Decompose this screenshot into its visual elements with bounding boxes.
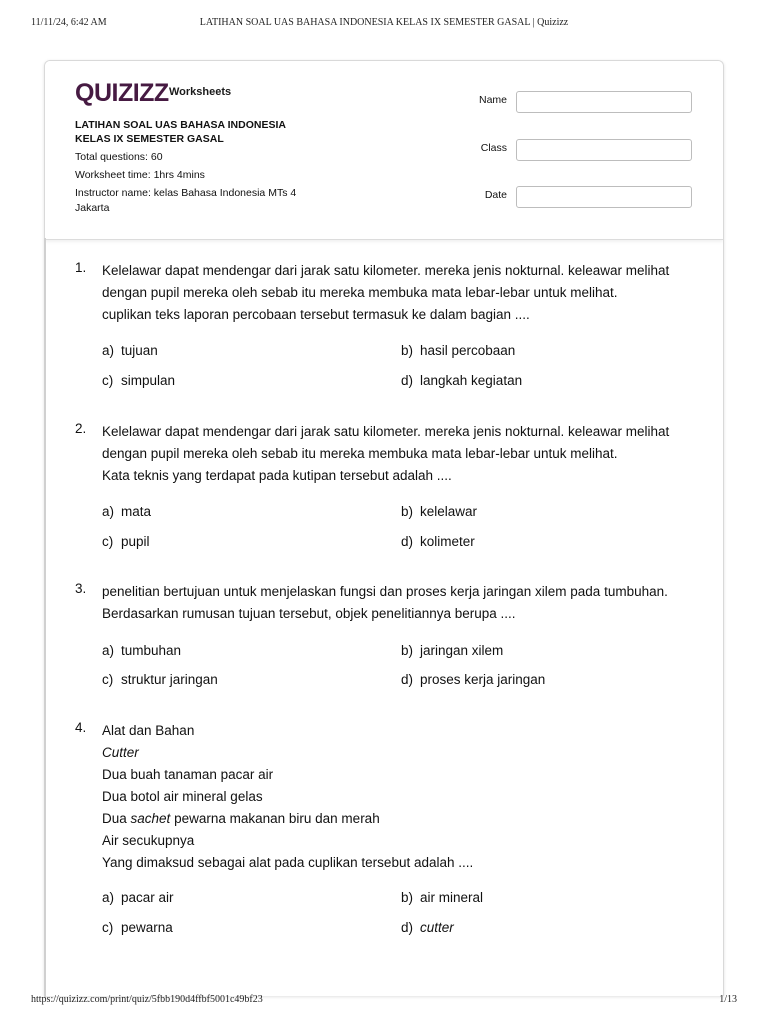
option-4c: [102, 920, 173, 935]
option-2d: [401, 534, 475, 549]
option-1d: [401, 373, 522, 388]
option-text: hasil percobaan: [420, 343, 516, 358]
option-3c: [102, 672, 218, 687]
question-text-line: Yang dimaksud sebagai alat pada cuplikan tersebut adalah ....: [102, 855, 474, 870]
name-input[interactable]: [516, 91, 692, 113]
option-text: pacar air: [121, 890, 174, 905]
option-text: tumbuhan: [121, 643, 182, 658]
option-label: d): [401, 534, 414, 549]
print-footer: [0, 990, 768, 1010]
print-title: LATIHAN SOAL UAS BAHASA INDONESIA KELAS IX SEMESTER GASAL | Quizizz: [199, 17, 569, 28]
option-2c: [102, 534, 150, 549]
option-label: a): [102, 343, 115, 358]
worksheet-title-line-2: KELAS IX SEMESTER GASAL: [75, 133, 224, 145]
option-text: jaringan xilem: [420, 643, 504, 658]
option-text: kolimeter: [420, 534, 475, 549]
question-text-line: Air secukupnya: [102, 833, 195, 848]
question-text-line: penelitian bertujuan untuk menjelaskan fungsi dan proses kerja jaringan xilem pada tumbuhan.: [102, 584, 668, 599]
option-label: d): [401, 920, 414, 935]
worksheet-title-line-1: LATIHAN SOAL UAS BAHASA INDONESIA: [75, 119, 286, 131]
option-4a: [102, 890, 174, 905]
option-text: kelelawar: [420, 504, 478, 519]
question-number: 3.: [75, 581, 87, 596]
question-number: 2.: [75, 421, 87, 436]
option-label: d): [401, 672, 414, 687]
total-questions: Total questions: 60: [75, 151, 163, 163]
option-text: cutter: [420, 920, 454, 935]
question-text-line: Kelelawar dapat mendengar dari jarak satu kilometer. mereka jenis nokturnal. keleawar melihat: [102, 263, 670, 278]
option-label: b): [401, 343, 414, 358]
option-label: b): [401, 643, 414, 658]
option-text: pupil: [121, 534, 150, 549]
option-3b: [401, 643, 503, 658]
option-text: proses kerja jaringan: [420, 672, 546, 687]
option-text: mata: [121, 504, 152, 519]
name-label: Name: [478, 94, 507, 106]
instructor-name: [75, 186, 325, 216]
option-3a: [102, 643, 181, 658]
question-text-line: dengan pupil mereka oleh sebab itu mereka membuka mata lebar-lebar untuk melihat.: [102, 285, 618, 300]
class-label: Class: [480, 142, 507, 154]
question-text-line: Cutter: [102, 745, 139, 760]
option-text: air mineral: [420, 890, 484, 905]
option-label: a): [102, 643, 115, 658]
question-text-line: Berdasarkan rumusan tujuan tersebut, objek penelitiannya berupa ....: [102, 606, 516, 621]
page-number: 1/13: [719, 994, 737, 1005]
option-label: a): [102, 890, 115, 905]
print-url: https://quizizz.com/print/quiz/5fbb190d4ffbf5001c49bf23: [31, 994, 263, 1005]
question-number: 1.: [75, 260, 87, 275]
print-datetime: 11/11/24, 6:42 AM: [31, 17, 107, 28]
question-text-line: Dua botol air mineral gelas: [102, 789, 263, 804]
option-text: tujuan: [121, 343, 158, 358]
option-text: langkah kegiatan: [420, 373, 523, 388]
brand-subtitle: Worksheets: [169, 86, 232, 98]
option-4d: [401, 920, 454, 935]
worksheet-header: [45, 61, 723, 240]
date-input[interactable]: [516, 186, 692, 208]
option-3d: [401, 672, 545, 687]
worksheet-title: [75, 118, 315, 146]
option-label: a): [102, 504, 115, 519]
class-input[interactable]: [516, 139, 692, 161]
option-text: pewarna: [121, 920, 173, 935]
question-text-line: Kelelawar dapat mendengar dari jarak satu kilometer. mereka jenis nokturnal. keleawar melihat: [102, 424, 670, 439]
question-text-line: Dua buah tanaman pacar air: [102, 767, 274, 782]
option-label: c): [102, 672, 114, 687]
option-label: b): [401, 504, 414, 519]
option-label: d): [401, 373, 414, 388]
question-number: 4.: [75, 720, 87, 735]
line-prefix: Dua: [102, 811, 127, 826]
option-label: c): [102, 534, 114, 549]
instructor-line-2: Jakarta: [75, 202, 110, 214]
option-text: struktur jaringan: [121, 672, 218, 687]
option-1c: [102, 373, 175, 388]
sheet-edge-shadow: [44, 238, 46, 998]
option-2a: [102, 504, 151, 519]
line-rest: pewarna makanan biru dan merah: [174, 811, 380, 826]
worksheet-time: Worksheet time: 1hrs 4mins: [75, 169, 205, 181]
option-label: c): [102, 373, 114, 388]
date-label: Date: [484, 189, 507, 201]
print-header: [0, 0, 768, 40]
brand-wordmark: QUIZIZZ: [75, 79, 169, 107]
option-2b: [401, 504, 477, 519]
option-label: c): [102, 920, 114, 935]
question-text-line: dengan pupil mereka oleh sebab itu mereka membuka mata lebar-lebar untuk melihat.: [102, 446, 618, 461]
question-text-line: Kata teknis yang terdapat pada kutipan tersebut adalah ....: [102, 468, 452, 483]
option-text: simpulan: [121, 373, 176, 388]
worksheet-sheet: [44, 60, 724, 996]
option-4b: [401, 890, 483, 905]
option-1b: [401, 343, 515, 358]
question-text-line: cuplikan teks laporan percobaan tersebut termasuk ke dalam bagian ....: [102, 307, 530, 322]
option-label: b): [401, 890, 414, 905]
question-text-line: Alat dan Bahan: [102, 723, 195, 738]
italic-term: sachet: [130, 811, 171, 826]
instructor-line-1: Instructor name: kelas Bahasa Indonesia MTs 4: [75, 187, 297, 199]
question-text-line: [102, 808, 380, 830]
option-1a: [102, 343, 158, 358]
